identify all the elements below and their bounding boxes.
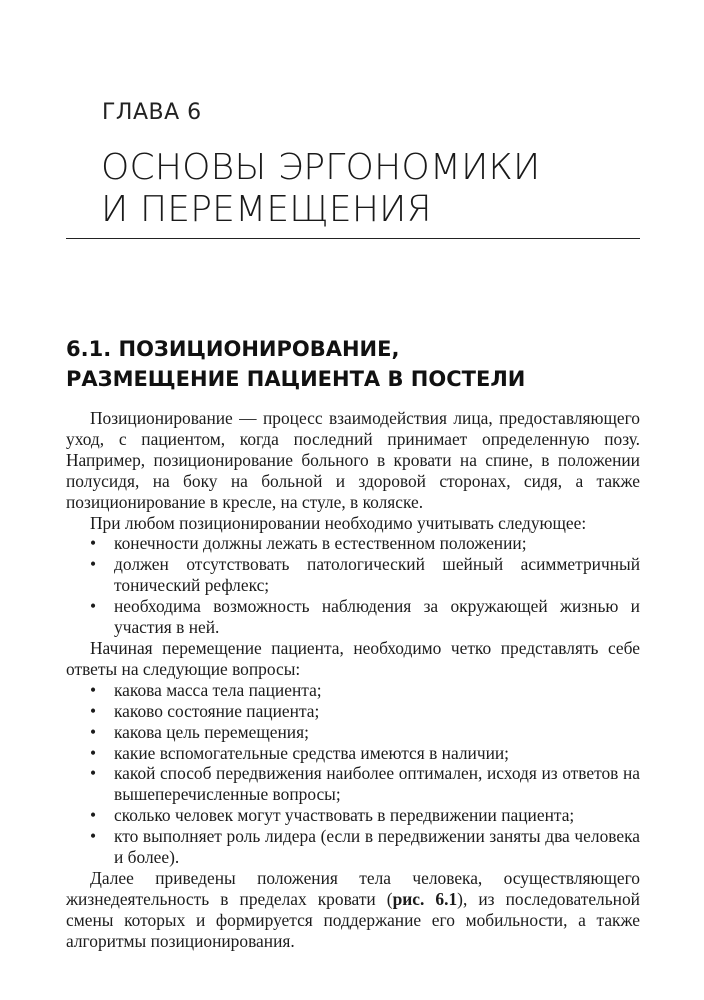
questions-list — [66, 680, 640, 868]
list-item — [66, 596, 640, 638]
bullet-icon: • — [90, 826, 97, 847]
bullet-icon: • — [90, 721, 97, 742]
list-item-text: каково состояние пациента; — [114, 700, 320, 721]
list-item — [66, 805, 640, 826]
bullet-icon: • — [90, 805, 97, 826]
list-item — [66, 680, 640, 701]
list-item-text: кто выполняет роль лидера (если в передвижении заняты два человека и более). — [114, 826, 640, 868]
section-heading-line-2: РАЗМЕЩЕНИЕ ПАЦИЕНТА В ПОСТЕЛИ — [66, 367, 526, 391]
list-item — [66, 554, 640, 596]
chapter-label: ГЛАВА 6 — [102, 100, 202, 125]
list-item-text: какой способ передвижения наиболее оптимален, исходя из ответов на вышеперечисленные вопросы; — [114, 763, 640, 805]
considerations-list — [66, 533, 640, 638]
list-item — [66, 826, 640, 868]
chapter-title-line-1: ОСНОВЫ ЭРГОНОМИКИ — [101, 147, 541, 188]
section-heading — [66, 334, 626, 394]
list-item — [66, 763, 640, 805]
body-text — [66, 408, 640, 952]
list-item-text: сколько человек могут участвовать в передвижении пациента; — [114, 805, 575, 826]
list-item-text: должен отсутствовать патологический шейный асимметричный тонический рефлекс; — [114, 554, 640, 596]
list-item-text: какие вспомогательные средства имеются в наличии; — [114, 742, 510, 763]
chapter-divider — [66, 238, 640, 239]
paragraph-questions-intro: Начиная перемещение пациента, необходимо четко представлять себе ответы на следующие вопросы: — [66, 637, 640, 679]
list-item — [66, 533, 640, 554]
chapter-title — [101, 147, 540, 231]
bullet-icon: • — [90, 763, 97, 784]
list-item — [66, 743, 640, 764]
list-item — [66, 722, 640, 743]
bullet-icon: • — [90, 700, 97, 721]
list-item — [66, 701, 640, 722]
list-item-text: какова масса тела пациента; — [114, 679, 322, 700]
bullet-icon: • — [90, 742, 97, 763]
paragraph-text: ), из последовательной смены которых и формируется поддержание его мобильности, а также алгоритмы позиционирования. — [66, 888, 640, 951]
list-item-text: необходима возможность наблюдения за окружающей жизнью и участия в ней. — [114, 596, 640, 638]
list-item-text: какова цель перемещения; — [114, 721, 309, 742]
bullet-icon: • — [90, 679, 97, 700]
list-item-text: конечности должны лежать в естественном положении; — [114, 533, 527, 554]
section-heading-line-1: 6.1. ПОЗИЦИОНИРОВАНИЕ, — [66, 337, 400, 361]
bullet-icon: • — [90, 554, 97, 575]
paragraph-positions-intro — [66, 868, 640, 952]
bullet-icon: • — [90, 533, 97, 554]
bullet-icon: • — [90, 596, 97, 617]
figure-reference: рис. 6.1 — [392, 888, 458, 909]
paragraph-considerations-intro: При любом позиционировании необходимо учитывать следующее: — [90, 512, 587, 533]
chapter-title-line-2: И ПЕРЕМЕЩЕНИЯ — [101, 189, 432, 230]
paragraph-text: Далее приведены положения тела человека, осуществляющего жизнедеятельность в пределах кровати ( — [66, 867, 640, 909]
paragraph-definition: Позиционирование — процесс взаимодействия лица, предоставляющего уход, с пациентом, когда последний принимает определенную позу. Например, позиционирование больного в кровати на спине, в положении полусидя, на боку на больной и здоровой сторонах, сидя, а также позиционирование в кресле, на стуле, в коляске. — [66, 408, 640, 512]
